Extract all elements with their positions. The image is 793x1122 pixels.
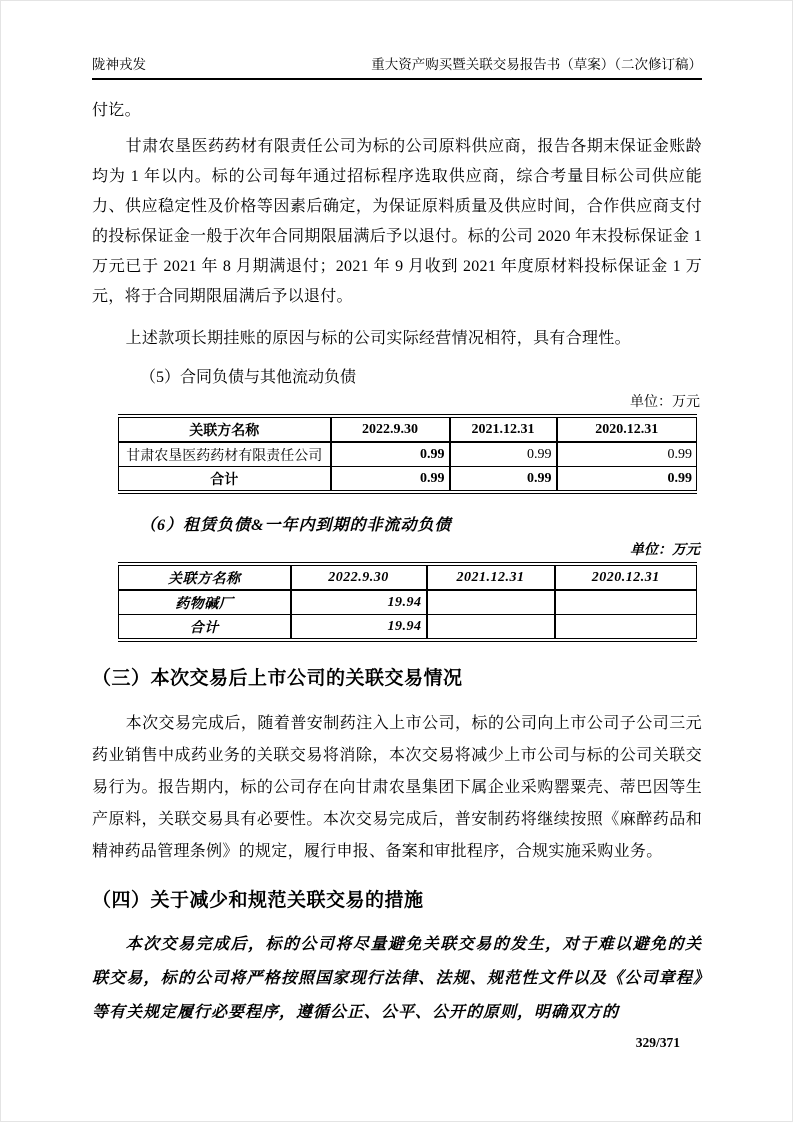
table-header-row [119,564,697,590]
header-cell-related-party: 关联方名称 [119,564,291,590]
cell-value-2021 [427,590,555,615]
cell-total-label: 合计 [210,472,239,488]
report-title: 重大资产购买暨关联交易报告书（草案）（二次修订稿） [371,57,702,72]
cell-total-2020: 0.99 [557,467,697,493]
cell-total-2021: 0.99 [450,467,557,493]
table-contract-liabilities [118,414,697,494]
cell-party-name: 甘肃农垦医药药材有限责任公司 [119,442,331,467]
table-header-row [119,416,697,442]
cell-value-2022: 0.99 [331,442,450,467]
page-number: 329/371 [635,1035,680,1050]
section-heading-3: （三）本次交易后上市公司的关联交易情况 [92,668,463,689]
company-short-name: 陇神戎发 [92,57,146,72]
cell-party-name: 药物碱厂 [119,590,291,615]
cell-total-label: 合计 [189,620,219,636]
paragraph-payment-tail: 付讫。 [92,102,141,119]
section-heading-4: （四）关于减少和规范关联交易的措施 [92,890,424,911]
cell-total-2021 [427,615,555,641]
header-cell-2022-9-30: 2022.9.30 [331,416,450,442]
paragraph-reasonableness: 上述款项长期挂账的原因与标的公司实际经营情况相符，具有合理性。 [125,330,631,347]
unit-label-contract-liabilities: 单位：万元 [630,395,700,410]
header-cell-2021-12-31: 2021.12.31 [450,416,557,442]
header-cell-2020-12-31: 2020.12.31 [557,416,697,442]
header-cell-related-party: 关联方名称 [119,416,331,442]
paragraph-supplier-deposit: 甘肃农垦医药药材有限责任公司为标的公司原料供应商，报告各期末保证金账龄均为 1 年以内。标的公司每年通过招标程序选取供应商，综合考量目标公司供应能力、供应稳定性及价格等因素后确定，为保证原料质量及供应时间，合作供应商支付的投标保证金一般于次年合同期限届满后予以退付。标的公司 2020 年末投标保证金 1 万元已于 2021 年 8 月期满退付；2021 年 9 月收到 2021 年度原材料投标保证金 1 万元，将于合同期限届满后予以退付。 [92,138,702,305]
cell-total-2020 [555,615,697,641]
table-row [119,590,697,615]
header-cell-2020-12-31: 2020.12.31 [555,564,697,590]
cell-value-2020 [555,590,697,615]
cell-value-2022: 19.94 [291,590,427,615]
header-cell-2022-9-30: 2022.9.30 [291,564,427,590]
section-heading-5: （5）合同负债与其他流动负债 [140,369,357,386]
section-heading-6: （6）租赁负债&一年内到期的非流动负债 [140,517,452,534]
page-header [92,0,702,80]
paragraph-post-transaction: 本次交易完成后，随着普安制药注入上市公司，标的公司向上市公司子公司三元药业销售中成药业务的关联交易将消除，本次交易将减少上市公司与标的公司关联交易行为。报告期内，标的公司存在向甘肃农垦集团下属企业采购罂粟壳、蒂巴因等生产原料，关联交易具有必要性。本次交易完成后，普安制药将继续按照《麻醉药品和精神药品管理条例》的规定，履行申报、备案和审批程序，合规实施采购业务。 [92,715,702,860]
paragraph-measures: 本次交易完成后，标的公司将尽量避免关联交易的发生，对于难以避免的关联交易，标的公司将严格按照国家现行法律、法规、规范性文件以及《公司章程》等有关规定履行必要程序，遵循公正、公平、公开的原则，明确双方的 [92,936,702,1021]
header-cell-2021-12-31: 2021.12.31 [427,564,555,590]
cell-value-2021: 0.99 [450,442,557,467]
cell-total-2022: 19.94 [291,615,427,641]
unit-label-lease-liabilities: 单位：万元 [630,543,700,558]
cell-total-2022: 0.99 [331,467,450,493]
table-total-row [119,467,697,493]
table-lease-liabilities [118,562,697,642]
cell-value-2020: 0.99 [557,442,697,467]
table-row [119,442,697,467]
table-total-row [119,615,697,641]
